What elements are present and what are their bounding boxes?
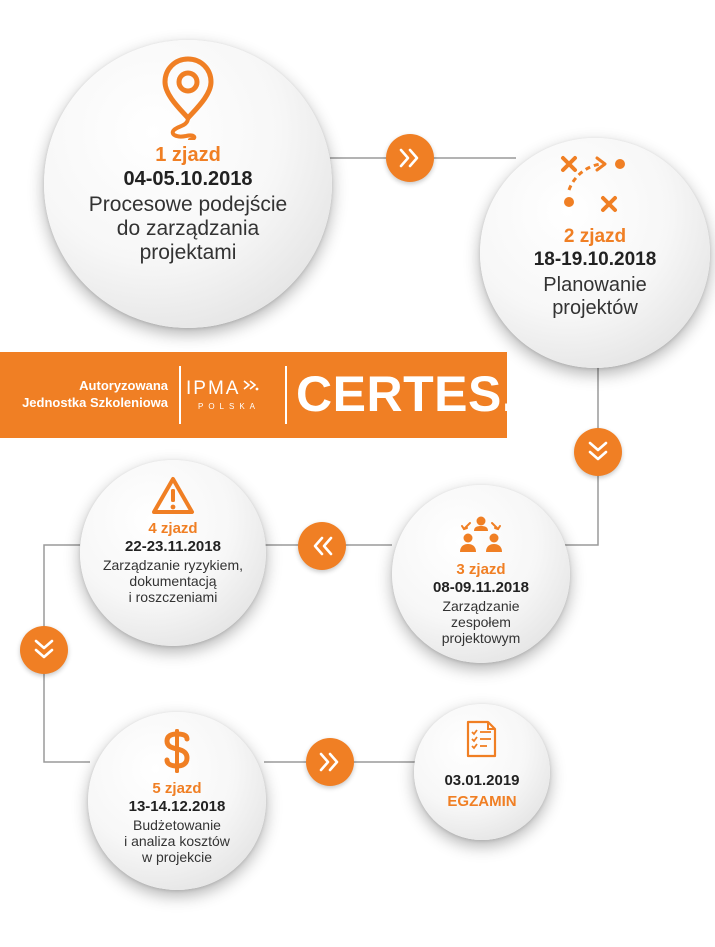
session-3-label: 3 zjazd <box>456 561 506 578</box>
authorization-banner <box>0 352 517 438</box>
ipma-logo-text: IPMA <box>186 378 241 399</box>
ipma-logo-mark <box>242 378 260 394</box>
strategy-icon <box>557 154 633 214</box>
session-5-topic-line-2: i analiza kosztów <box>124 833 230 849</box>
session-1-topic-line-2: do zarządzania <box>116 217 260 240</box>
double-chevron-right-icon <box>386 134 434 182</box>
session-4-topic-line-2: dokumentacją <box>129 573 217 589</box>
session-2-circle <box>480 138 710 368</box>
warning-icon <box>151 476 195 516</box>
team-icon <box>456 515 506 553</box>
session-1-topic-line-1: Procesowe podejście <box>88 193 288 216</box>
arrow-left-badge <box>298 522 346 570</box>
arrow-right-badge-1 <box>386 134 434 182</box>
banner-line-1: Autoryzowana <box>79 378 168 393</box>
ipma-logo-subtitle: POLSKA <box>198 402 261 411</box>
session-1-circle <box>44 40 332 328</box>
session-4-circle <box>80 460 266 646</box>
session-3-circle <box>392 485 570 663</box>
session-3-topic-line-3: projektowym <box>441 630 521 646</box>
arrow-down-badge-2 <box>20 626 68 674</box>
ipma-logo <box>186 378 260 400</box>
session-2-topic-line-2: projektów <box>552 297 638 319</box>
session-3-dates: 08-09.11.2018 <box>433 579 529 596</box>
banner-divider-2 <box>285 366 287 424</box>
double-chevron-left-icon <box>298 522 346 570</box>
session-5-circle <box>88 712 266 890</box>
session-1-dates: 04-05.10.2018 <box>123 168 253 190</box>
dollar-icon <box>163 728 191 774</box>
session-3-topic-line-2: zespołem <box>451 614 511 630</box>
session-4-label: 4 zjazd <box>148 520 198 537</box>
session-5-label: 5 zjazd <box>152 780 202 797</box>
session-5-topic-line-1: Budżetowanie <box>133 817 221 833</box>
session-1-label: 1 zjazd <box>155 144 221 166</box>
certes-logo: CERTES. <box>296 366 517 422</box>
exam-label: EGZAMIN <box>447 793 517 810</box>
double-chevron-right-icon <box>306 738 354 786</box>
session-4-dates: 22-23.11.2018 <box>125 538 221 555</box>
session-1-topic-line-3: projektami <box>139 241 237 264</box>
exam-checklist-icon <box>465 720 499 758</box>
banner-line-2: Jednostka Szkoleniowa <box>22 395 168 410</box>
session-2-label: 2 zjazd <box>563 226 627 247</box>
session-3-topic-line-1: Zarządzanie <box>442 598 520 614</box>
exam-circle <box>414 704 550 840</box>
session-4-topic-line-1: Zarządzanie ryzykiem, <box>102 557 244 573</box>
exam-date: 03.01.2019 <box>444 772 520 789</box>
session-4-topic-line-3: i roszczeniami <box>128 589 218 605</box>
arrow-down-badge-1 <box>574 428 622 476</box>
session-5-topic-line-3: w projekcie <box>141 849 213 865</box>
double-chevron-down-icon <box>20 626 68 674</box>
banner-divider-1 <box>179 366 181 424</box>
session-2-topic-line-1: Planowanie <box>543 274 647 296</box>
double-chevron-down-icon <box>574 428 622 476</box>
map-pin-icon <box>160 54 216 140</box>
session-2-dates: 18-19.10.2018 <box>533 249 657 270</box>
session-5-dates: 13-14.12.2018 <box>128 798 226 815</box>
arrow-right-badge-2 <box>306 738 354 786</box>
